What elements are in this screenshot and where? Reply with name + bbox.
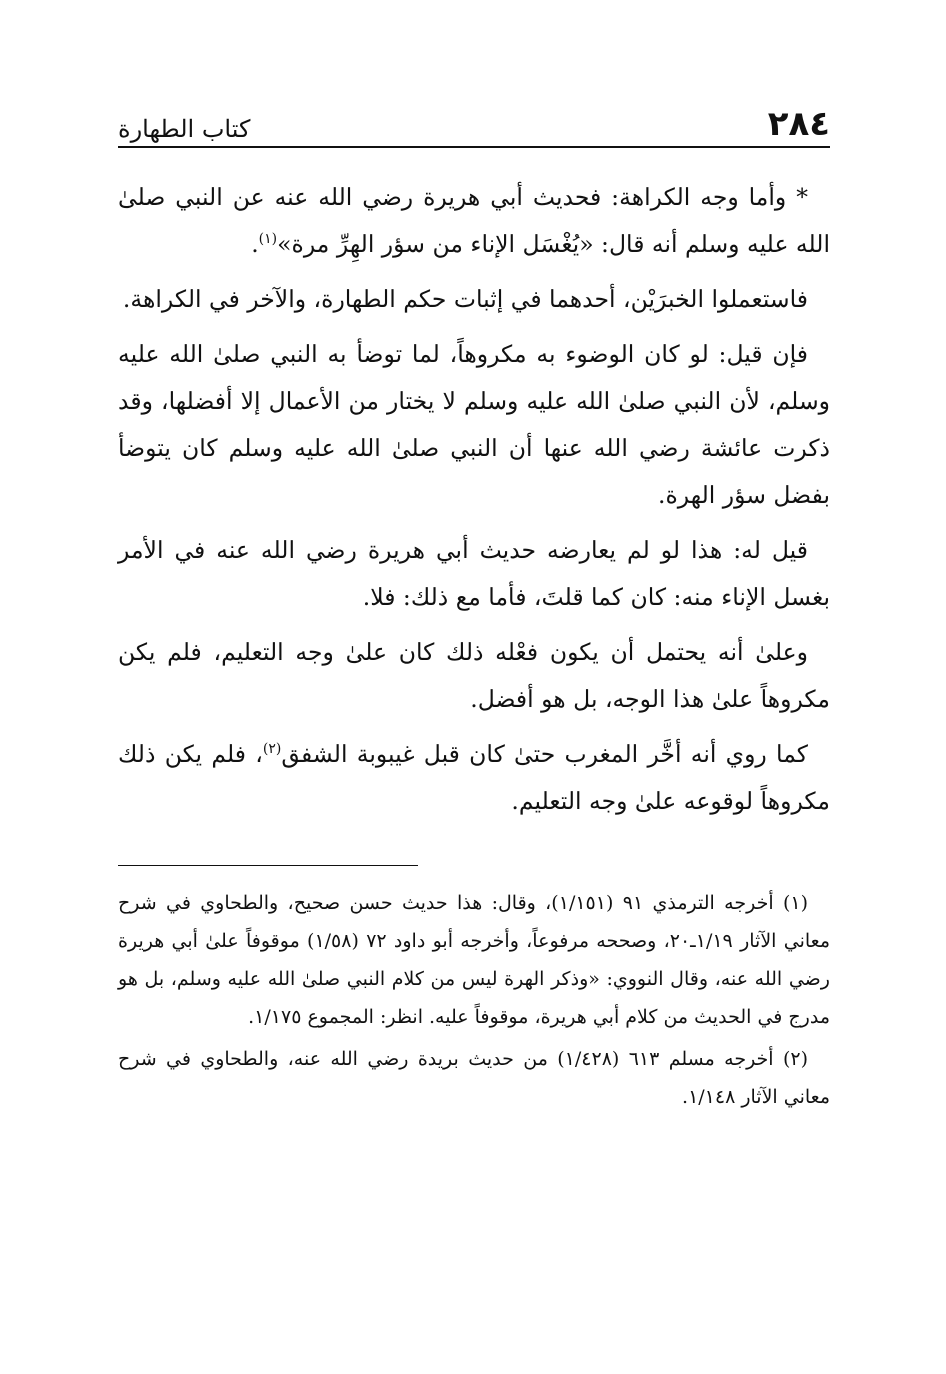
paragraph — [118, 629, 830, 723]
main-text — [118, 174, 830, 825]
paragraph-text: فاستعملوا الخبرَيْن، أحدهما في إثبات حكم الطهارة، والآخر في الكراهة. — [122, 285, 808, 313]
paragraph-text: * وأما وجه الكراهة: فحديث أبي هريرة رضي الله عنه عن النبي صلىٰ الله عليه وسلم أنه قال: «يُغْسَل الإناء من سؤر الهِرِّ مرة» — [118, 183, 830, 258]
paragraph — [118, 331, 830, 519]
running-title: كتاب الطهارة — [118, 115, 251, 143]
page-header — [118, 100, 830, 148]
paragraph — [118, 174, 830, 268]
footnote-ref[interactable]: (١) — [258, 231, 278, 248]
footnote: (١) أخرجه الترمذي ٩١ (١/١٥١)، وقال: هذا حديث حسن صحيح، والطحاوي في شرح معاني الآثار ١/١٩ـ٢٠، وصححه مرفوعاً، وأخرجه أبو داود ٧٢ (١/٥٨) موقوفاً علىٰ أبي هريرة رضي الله عنه، وقال النووي: «وذكر الهرة ليس من كلام النبي صلىٰ الله عليه وسلم، بل هو مدرج في الحديث من كلام أبي هريرة، موقوفاً عليه. انظر: المجموع ١/١٧٥. — [118, 892, 830, 1028]
page-number: ٢٨٤ — [767, 104, 830, 144]
footnote: (٢) أخرجه مسلم ٦١٣ (١/٤٢٨) من حديث بريدة رضي الله عنه، والطحاوي في شرح معاني الآثار ١/١٤٨. — [118, 1048, 830, 1108]
paragraph — [118, 276, 830, 323]
paragraph-text: كما روي أنه أخَّر المغرب حتىٰ كان قبل غيبوبة الشفق — [281, 740, 808, 768]
paragraph — [118, 731, 830, 825]
paragraph-text: وعلىٰ أنه يحتمل أن يكون فعْله ذلك كان علىٰ وجه التعليم، فلم يكن مكروهاً علىٰ هذا الوجه، بل هو أفضل. — [118, 638, 830, 713]
paragraph — [118, 527, 830, 621]
book-page — [118, 100, 830, 1120]
paragraph-tail: . — [251, 230, 259, 258]
footnote-separator — [118, 865, 418, 866]
footnotes — [118, 884, 830, 1116]
footnote-ref[interactable]: (٢) — [262, 741, 282, 758]
paragraph-text: فإن قيل: لو كان الوضوء به مكروهاً، لما توضأ به النبي صلىٰ الله عليه وسلم، لأن النبي صلىٰ الله عليه وسلم لا يختار من الأعمال إلا أفضلها، وقد ذكرت عائشة رضي الله عنها أن النبي صلىٰ الله عليه وسلم كان يتوضأ بفضل سؤر الهرة. — [118, 340, 830, 509]
paragraph-text: قيل له: هذا لو لم يعارضه حديث أبي هريرة رضي الله عنه في الأمر بغسل الإناء منه: كان كما قلتَ، فأما مع ذلك: فلا. — [118, 536, 830, 611]
footnote-separator-wrap — [118, 865, 830, 866]
paragraph-tail: ، فلم يكن ذلك مكروهاً لوقوعه علىٰ وجه التعليم. — [118, 740, 830, 815]
